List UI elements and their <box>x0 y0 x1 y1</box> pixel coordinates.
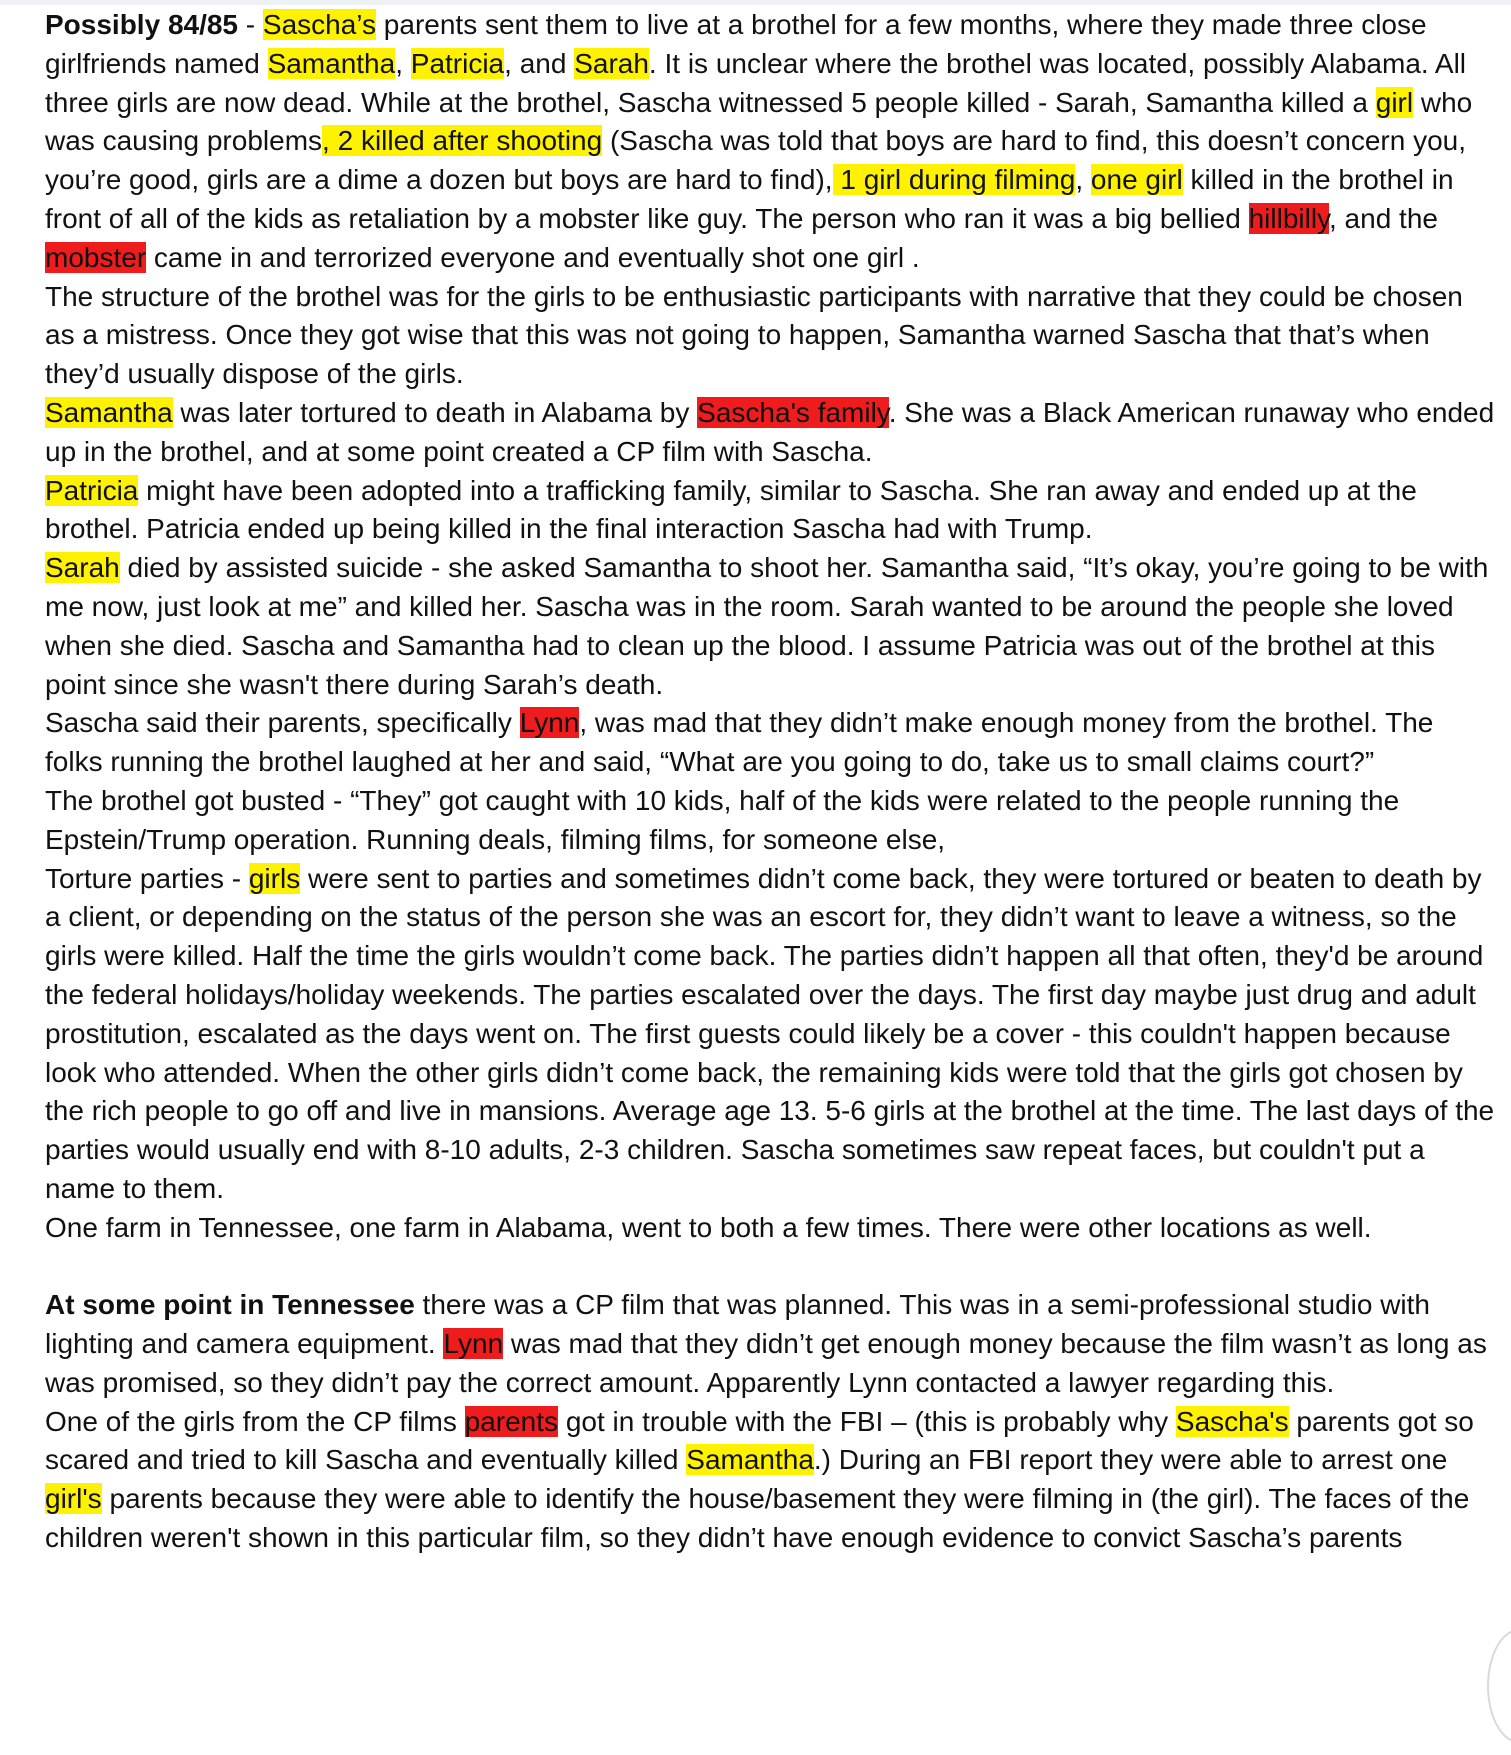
page-edge-curl <box>1487 1629 1511 1743</box>
text-run: - <box>238 9 263 40</box>
red-highlight: parents <box>464 1405 559 1437</box>
yellow-highlight: Sarah <box>45 552 120 584</box>
paragraph <box>45 6 1495 278</box>
yellow-highlight: Patricia <box>410 47 505 79</box>
yellow-highlight: 1 girl during filming <box>832 164 1076 196</box>
text-run: who was causing problems <box>45 86 1473 157</box>
text-run: The structure of the brothel was for the girls to be enthusiastic participants with narrative that they could be chosen as a mistress. Once they got wise that this was not going to happen, Samantha warned Sascha that that’s when they’d usually dispose of the girls. <box>45 280 1463 390</box>
text-run: came in and terrorized everyone and eventually shot one girl . <box>146 241 920 273</box>
yellow-highlight: Samantha <box>45 396 173 428</box>
text-run: , <box>395 47 411 79</box>
yellow-highlight: Samantha <box>267 47 396 79</box>
red-highlight: Lynn <box>519 707 580 739</box>
top-edge-strip <box>0 0 1511 5</box>
yellow-highlight: Sarah <box>574 47 649 79</box>
paragraph <box>45 704 1495 782</box>
text-run: , was mad that they didn’t make enough money from the brothel. The folks running the brothel laughed at her and said, “What are you going to do, take us to small claims court?” <box>45 707 1434 778</box>
text-run: .) During an FBI report they were able to arrest one <box>813 1444 1448 1476</box>
text-run: parents because they were able to identify the house/basement they were filming in (the girl). The faces of the children weren't shown in this particular film, so they didn’t have enough evidence to convict Sascha’s parents <box>45 1483 1470 1554</box>
yellow-highlight: Patricia <box>45 474 139 506</box>
yellow-highlight: girl's <box>45 1483 102 1515</box>
paragraph <box>45 1209 1495 1248</box>
yellow-highlight: one girl <box>1090 164 1183 196</box>
document-body <box>45 6 1495 1558</box>
bold-heading: At some point in Tennessee <box>45 1289 415 1321</box>
text-run: One of the girls from the CP films <box>45 1405 465 1437</box>
red-highlight: Lynn <box>443 1328 504 1360</box>
text-run: One farm in Tennessee, one farm in Alabama, went to both a few times. There were other locations as well. <box>45 1211 1372 1243</box>
text-run: Sascha said their parents, specifically <box>45 707 520 739</box>
text-run: might have been adopted into a trafficking family, similar to Sascha. She ran away and ended up at the brothel. Patricia ended up being killed in the final interaction Sascha had with Trump. <box>45 474 1417 545</box>
paragraph <box>45 860 1495 1209</box>
paragraph <box>45 782 1495 860</box>
text-run: , and <box>504 47 575 79</box>
yellow-highlight: Samantha <box>686 1444 814 1476</box>
text-run: Torture parties - <box>45 862 249 894</box>
red-highlight: Sascha's family <box>697 396 889 428</box>
paragraph-gap <box>45 1248 1495 1287</box>
yellow-highlight: Sascha’s <box>262 9 377 40</box>
text-run: died by assisted suicide - she asked Samantha to shoot her. Samantha said, “It’s okay, you’re going to be with me now, just look at me” and killed her. Sascha was in the room. Sarah wanted to be around the people she loved when she died. Sascha and Samantha had to clean up the blood. I assume Patricia was out of the brothel at this point since she wasn't there during Sarah’s death. <box>45 552 1489 700</box>
text-run: was mad that they didn’t get enough money because the film wasn’t as long as was promised, so they didn’t pay the correct amount. Apparently Lynn contacted a lawyer regarding this. <box>45 1328 1487 1398</box>
text-run: , <box>1075 164 1091 196</box>
paragraph <box>45 394 1495 472</box>
text-run: parents got so scared and tried to kill Sascha and eventually killed <box>45 1405 1474 1476</box>
yellow-highlight: girl <box>1375 86 1414 118</box>
paragraph <box>45 278 1495 394</box>
text-run: were sent to parties and sometimes didn’t come back, they were tortured or beaten to death by a client, or depending on the status of the person she was an escort for, they didn’t want to leave a witness, so the girls were killed. Half the time the girls wouldn’t come back. The parties didn’t happen all that often, they'd be around the federal holidays/holiday weekends. The parties escalated over the days. The first day maybe just drug and adult prostitution, escalated as the days went on. The first guests could likely be a cover - this couldn't happen because look who attended. When the other girls didn’t come back, the remaining kids were told that the girls got chosen by the rich people to go off and live in mansions. Average age 13. 5-6 girls at the brothel at the time. The last days of the parties would usually end with 8-10 adults, 2-3 children. Sascha sometimes saw repeat faces, but couldn't put a name to them. <box>45 862 1495 1204</box>
paragraph <box>45 1403 1495 1558</box>
text-run: there was a CP film that was planned. This was in a semi-professional studio with lighting and camera equipment. <box>45 1289 1430 1360</box>
yellow-highlight: , 2 killed after shooting <box>322 125 603 157</box>
text-run: . She was a Black American runaway who ended up in the brothel, and at some point created a CP film with Sascha. <box>45 396 1495 467</box>
text-run: , and the <box>1329 202 1438 234</box>
paragraph <box>45 549 1495 704</box>
text-run: The brothel got busted - “They” got caught with 10 kids, half of the kids were related to the people running the Epstein/Trump operation. Running deals, filming films, for someone else, <box>45 784 1400 855</box>
text-run: was later tortured to death in Alabama by <box>172 396 698 428</box>
text-run: got in trouble with the FBI – (this is probably why <box>558 1405 1176 1437</box>
bold-heading: Possibly 84/85 <box>45 9 239 40</box>
text-run: parents sent them to live at a brothel for a few months, where they made three close girlfriends named <box>45 9 1427 79</box>
yellow-highlight: Sascha's <box>1175 1405 1289 1437</box>
paragraph <box>45 1286 1495 1402</box>
red-highlight: hillbilly <box>1248 202 1329 234</box>
paragraph <box>45 472 1495 550</box>
yellow-highlight: girls <box>248 862 301 894</box>
red-highlight: mobster <box>45 241 147 273</box>
text-run: . It is unclear where the brothel was located, possibly Alabama. All three girls are now dead. While at the brothel, Sascha witnessed 5 people killed - Sarah, Samantha killed a <box>45 47 1467 118</box>
text-run: (Sascha was told that boys are hard to find, this doesn’t concern you, you’re good, girls are a dime a dozen but boys are hard to find), <box>45 125 1467 196</box>
text-run: killed in the brothel in front of all of the kids as retaliation by a mobster like guy. The person who ran it was a big bellied <box>45 164 1454 234</box>
